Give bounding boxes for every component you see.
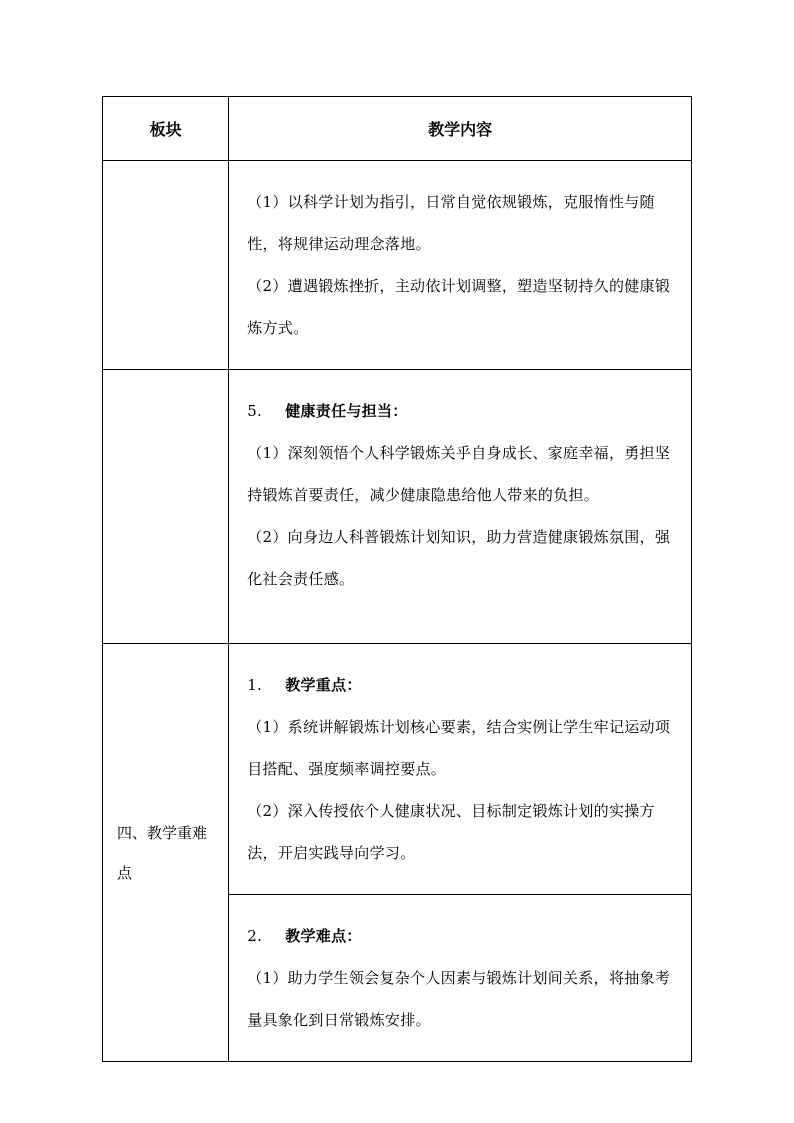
subheading-number: 2. xyxy=(247,927,263,945)
subheading xyxy=(247,664,675,706)
section-cell-empty xyxy=(103,161,229,370)
subheading-text: 教学重点： xyxy=(285,676,362,694)
subheading xyxy=(247,390,675,432)
header-content-column: 教学内容 xyxy=(229,97,692,161)
subheading xyxy=(247,915,675,957)
section-label: 四、教学重难点 xyxy=(103,644,229,1062)
subheading-number: 5. xyxy=(247,402,263,420)
subheading-text: 健康责任与担当： xyxy=(285,402,408,420)
table-row xyxy=(103,370,692,644)
paragraph: （2）遭遇锻炼挫折，主动依计划调整，塑造坚韧持久的健康锻炼方式。 xyxy=(247,277,671,337)
paragraph: （1）以科学计划为指引，日常自觉依规锻炼，克服惰性与随性，将规律运动理念落地。 xyxy=(247,193,655,253)
header-section-column: 板块 xyxy=(103,97,229,161)
content-cell xyxy=(229,161,692,370)
content-cell xyxy=(229,644,692,895)
paragraph: （1）系统讲解锻炼计划核心要素，结合实例让学生牢记运动项目搭配、强度频率调控要点。 xyxy=(247,718,671,778)
table-row xyxy=(103,644,692,895)
paragraph: （2）深入传授依个人健康状况、目标制定锻炼计划的实操方法，开启实践导向学习。 xyxy=(247,802,655,862)
table-header-row xyxy=(103,97,692,161)
subheading-text: 教学难点： xyxy=(285,927,362,945)
paragraph: （1）助力学生领会复杂个人因素与锻炼计划间关系，将抽象考量具象化到日常锻炼安排。 xyxy=(247,969,671,1029)
content-cell xyxy=(229,895,692,1062)
lesson-plan-table xyxy=(102,96,692,1062)
table-row xyxy=(103,161,692,370)
section-cell-empty xyxy=(103,370,229,644)
content-cell xyxy=(229,370,692,644)
paragraph: （2）向身边人科普锻炼计划知识，助力营造健康锻炼氛围，强化社会责任感。 xyxy=(247,528,671,588)
paragraph: （1）深刻领悟个人科学锻炼关乎自身成长、家庭幸福，勇担坚持锻炼首要责任，减少健康隐患给他人带来的负担。 xyxy=(247,444,671,504)
subheading-number: 1. xyxy=(247,676,263,694)
